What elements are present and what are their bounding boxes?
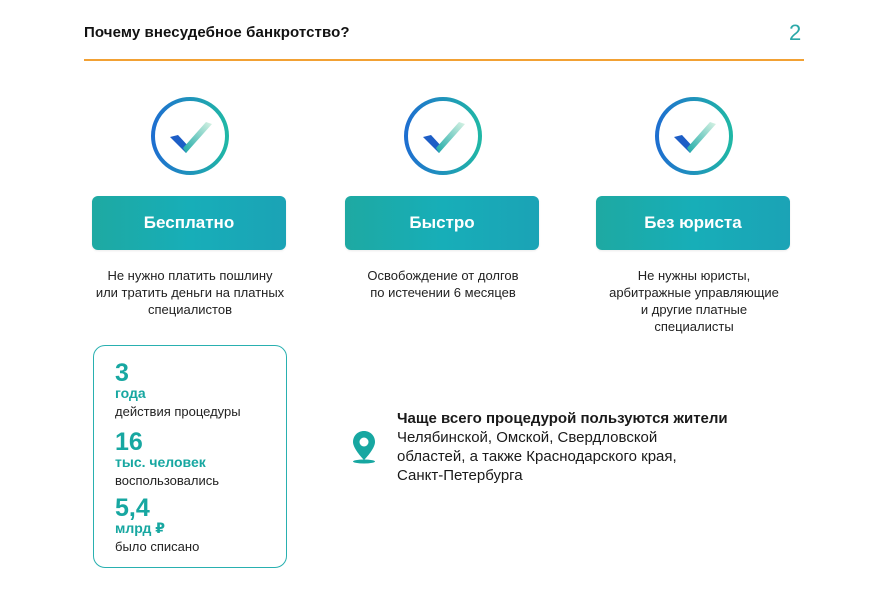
stat-unit: млрд ₽ — [115, 520, 165, 536]
stat-unit: тыс. человек — [115, 454, 206, 470]
stat-value: 3 — [115, 359, 129, 387]
feature-label-pill: Без юриста — [596, 196, 790, 250]
page-number: 2 — [789, 20, 802, 45]
stat-duration — [115, 361, 241, 421]
region-line: Санкт-Петербурга — [397, 467, 523, 484]
stats-card — [93, 345, 287, 568]
stat-written-off — [115, 496, 199, 556]
region-line: областей, а также Краснодарского края, — [397, 448, 677, 465]
check-circle-icon — [654, 96, 734, 176]
region-info — [397, 409, 817, 485]
feature-description: Не нужно платить пошлину или тратить деньги на платных специалистов — [95, 268, 285, 317]
stat-unit: года — [115, 385, 146, 401]
header-divider — [84, 59, 804, 61]
map-pin-icon — [351, 430, 377, 464]
stat-caption: воспользовались — [115, 473, 219, 488]
stat-value: 16 — [115, 428, 143, 456]
page-title: Почему внесудебное банкротство? — [84, 24, 350, 41]
stat-caption: действия процедуры — [115, 404, 241, 419]
check-circle-icon — [150, 96, 230, 176]
feature-description: Освобождение от долгов по истечении 6 месяцев — [367, 268, 519, 300]
check-circle-icon — [403, 96, 483, 176]
region-line: Челябинской, Омской, Свердловской — [397, 429, 658, 446]
stat-users — [115, 430, 219, 490]
feature-label-pill: Бесплатно — [92, 196, 286, 250]
feature-description: Не нужны юристы, арбитражные управляющие и другие платные специалисты — [609, 268, 779, 334]
region-lead: Чаще всего процедурой пользуются жители — [397, 410, 728, 427]
feature-label-pill: Быстро — [345, 196, 539, 250]
stat-value: 5,4 — [115, 494, 150, 522]
stat-caption: было списано — [115, 539, 200, 554]
